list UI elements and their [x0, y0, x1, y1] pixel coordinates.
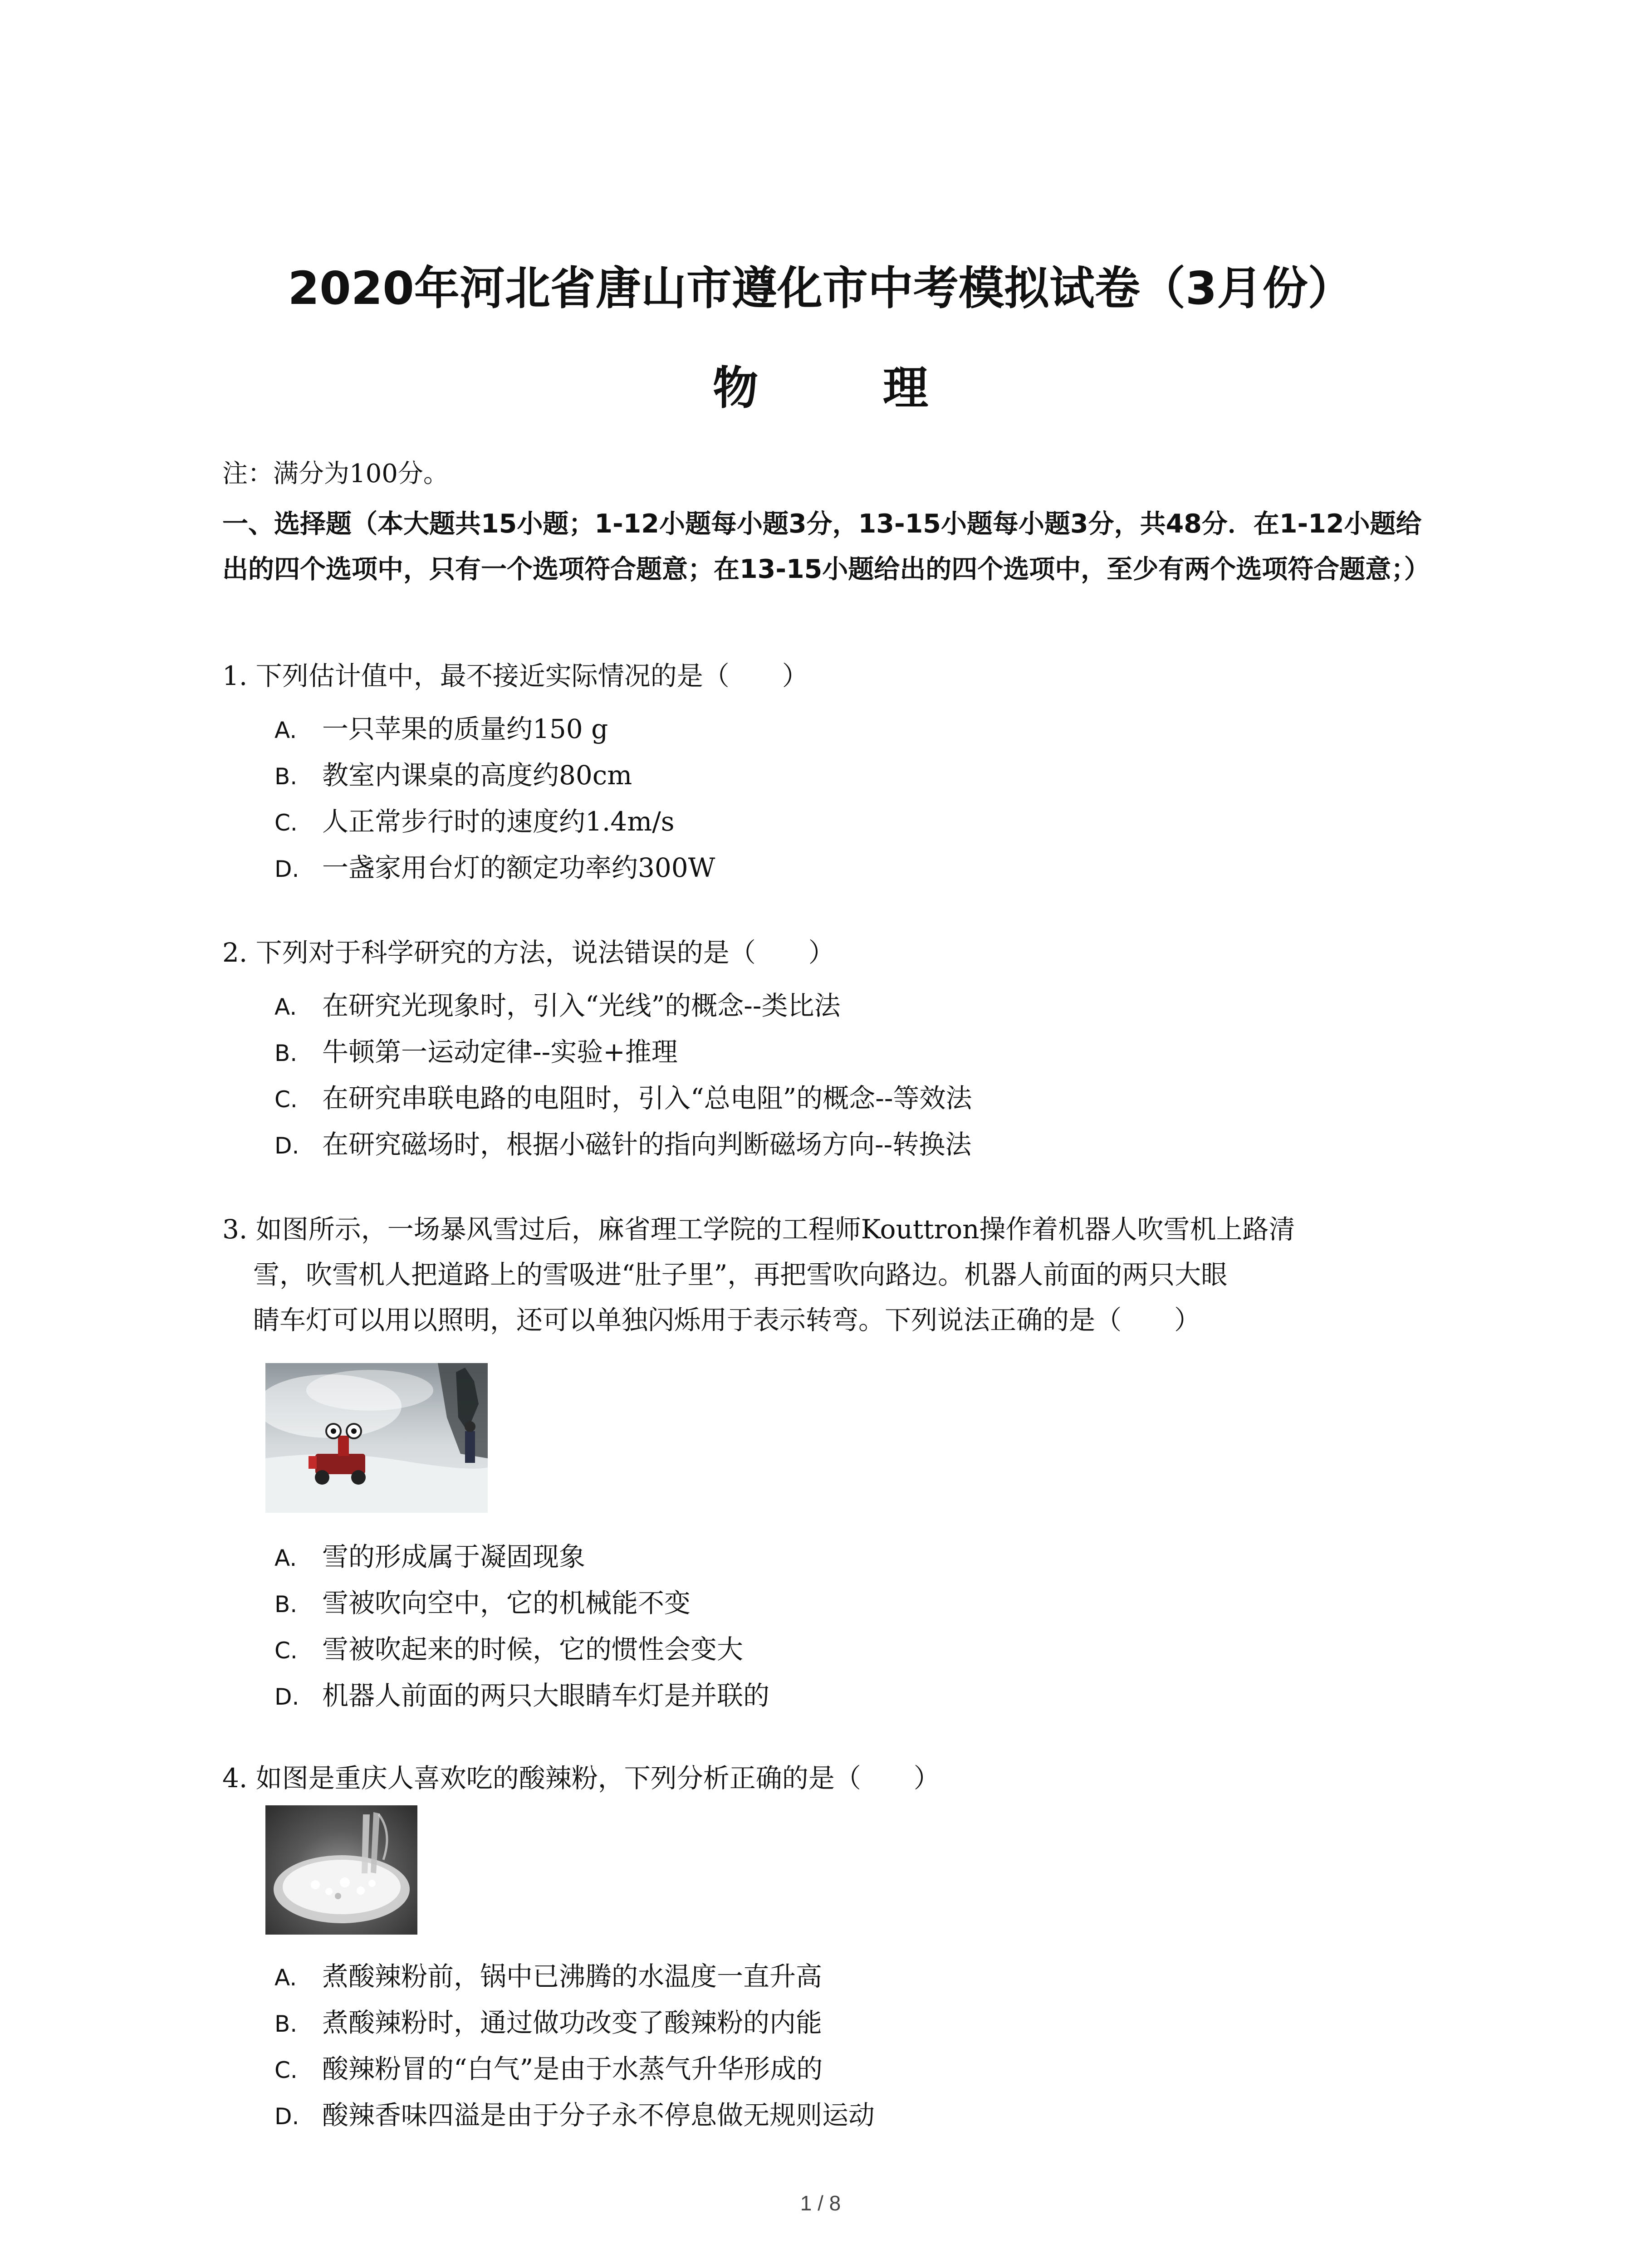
option-text: 在研究串联电路的电阻时，引入“总电阻”的概念--等效法: [322, 1083, 972, 1114]
exam-title: 2020年河北省唐山市遵化市中考模拟试卷（3月份）: [288, 262, 1353, 315]
question-2-stem: 2. 下列对于科学研究的方法，说法错误的是（ ）: [222, 937, 835, 968]
question-1-option-b: [274, 754, 632, 792]
question-3-stem-line-3: 睛车灯可以用以照明，还可以单独闪烁用于表示转弯。下列说法正确的是（ ）: [253, 1305, 1201, 1335]
question-4-option-b: [274, 2001, 822, 2039]
snow-blower-robot-illustration: [265, 1363, 488, 1513]
option-text: 牛顿第一运动定律--实验+推理: [322, 1036, 678, 1067]
question-3-stem: [222, 1207, 1456, 1343]
hot-sour-noodles-photo: [265, 1805, 417, 1935]
subject-title: 物 理: [713, 362, 983, 415]
option-text: 酸辣粉冒的“白气”是由于水蒸气升华形成的: [322, 2053, 823, 2084]
question-2-option-b: [274, 1031, 678, 1069]
option-text: 在研究磁场时，根据小磁针的指向判断磁场方向--转换法: [322, 1129, 972, 1160]
option-text: 人正常步行时的速度约1.4m/s: [322, 806, 675, 837]
question-3-option-b: [274, 1582, 691, 1620]
question-3-option-c: [274, 1628, 743, 1666]
page-number: 1 / 8: [800, 2191, 841, 2215]
question-4-option-d: [274, 2094, 875, 2132]
question-1-stem: 1. 下列估计值中，最不接近实际情况的是（ ）: [222, 660, 808, 691]
question-1-option-d: [274, 846, 715, 885]
option-text: 煮酸辣粉前，锅中已沸腾的水温度一直升高: [322, 1961, 823, 1992]
option-letter: B.: [274, 2011, 298, 2037]
option-letter: A.: [274, 717, 297, 743]
option-text: 煮酸辣粉时，通过做功改变了酸辣粉的内能: [322, 2007, 823, 2038]
question-1-option-c: [274, 800, 675, 838]
question-4-option-a: [274, 1955, 822, 1993]
question-3-option-d: [274, 1674, 769, 1712]
option-letter: B.: [274, 1591, 298, 1618]
option-letter: A.: [274, 994, 297, 1020]
score-note: 注：满分为100分。: [222, 459, 449, 489]
option-letter: C.: [274, 2057, 298, 2083]
question-2-option-c: [274, 1077, 972, 1115]
option-letter: C.: [274, 1086, 298, 1113]
option-letter: D.: [274, 1684, 299, 1710]
question-3-option-a: [274, 1535, 585, 1574]
option-letter: B.: [274, 1040, 298, 1066]
question-2-option-d: [274, 1123, 971, 1161]
option-letter: C.: [274, 1637, 298, 1664]
question-3-stem-line-1: 3. 如图所示，一场暴风雪过后，麻省理工学院的工程师Kouttron操作着机器人吹雪机上路清: [222, 1214, 1295, 1245]
option-text: 酸辣香味四溢是由于分子永不停息做无规则运动: [322, 2100, 875, 2131]
noodle-bowl-illustration: [265, 1805, 417, 1935]
option-letter: C.: [274, 810, 298, 836]
option-text: 一只苹果的质量约150 g: [322, 714, 608, 744]
option-text: 雪被吹起来的时候，它的惯性会变大: [322, 1634, 744, 1665]
section-instruction: 一、选择题（本大题共15小题；1-12小题每小题3分，13-15小题每小题3分，共48分．在1-12小题给出的四个选项中，只有一个选项符合题意；在13-15小题给出的四个选项中，至少有两个选项符合题意；）: [222, 509, 1430, 584]
option-letter: D.: [274, 1133, 299, 1159]
option-text: 雪的形成属于凝固现象: [322, 1541, 586, 1572]
question-2-option-a: [274, 984, 841, 1022]
option-letter: A.: [274, 1965, 297, 1991]
option-letter: B.: [274, 763, 298, 790]
question-4-option-c: [274, 2048, 823, 2086]
option-text: 教室内课桌的高度约80cm: [322, 760, 632, 791]
option-text: 雪被吹向空中，它的机械能不变: [322, 1588, 691, 1618]
option-letter: D.: [274, 856, 299, 882]
option-text: 在研究光现象时，引入“光线”的概念--类比法: [322, 990, 841, 1021]
option-text: 一盏家用台灯的额定功率约300W: [322, 852, 715, 883]
question-4-stem: 4. 如图是重庆人喜欢吃的酸辣粉，下列分析正确的是（ ）: [222, 1763, 940, 1794]
option-text: 机器人前面的两只大眼睛车灯是并联的: [322, 1680, 770, 1711]
option-letter: D.: [274, 2103, 299, 2130]
question-1-option-a: [274, 708, 608, 746]
option-letter: A.: [274, 1545, 297, 1571]
question-3-stem-line-2: 雪，吹雪机人把道路上的雪吸进“肚子里”，再把雪吹向路边。机器人前面的两只大眼: [253, 1259, 1228, 1290]
snow-blower-robot-photo: [265, 1363, 488, 1513]
